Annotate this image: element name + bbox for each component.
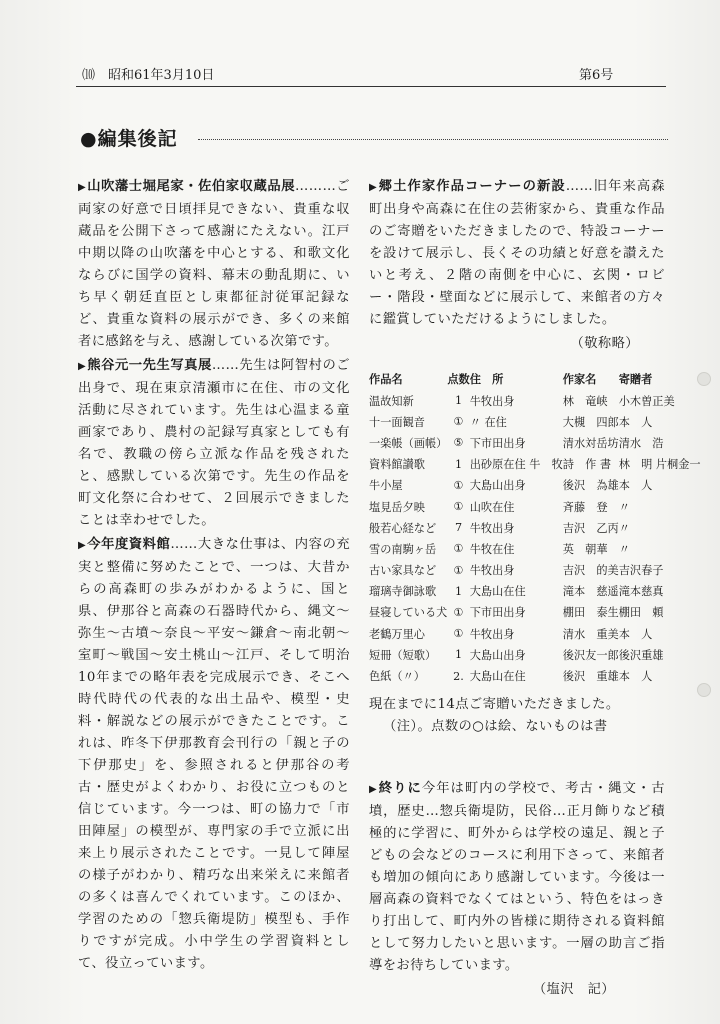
- table-cell: 老鶴万里心: [369, 627, 425, 641]
- table-cell: 棚田 泰生: [562, 606, 619, 620]
- table-cell: 〃: [618, 521, 630, 535]
- table-cell: 牛牧出身: [469, 627, 515, 641]
- table-cell: ①: [453, 542, 464, 556]
- table-cell: 十一面観音: [369, 415, 425, 429]
- table-legend: （注）。点数の○は絵、ないものは書: [383, 719, 608, 734]
- table-cell: 2.: [453, 669, 464, 683]
- table-row: [369, 454, 701, 475]
- table-cell: 瑠璃寺御詠歌: [369, 585, 437, 599]
- table-cell: 一楽帳（画帳）: [369, 436, 448, 450]
- table-cell: 滝本 慈遥: [562, 585, 619, 599]
- table-cell: ①: [453, 415, 464, 429]
- table-cell: 本 人: [618, 670, 653, 684]
- table-cell: 昼寝している犬: [369, 606, 448, 620]
- table-cell: 滝本慈真: [618, 585, 664, 599]
- table-cell: 大槻 四郎: [562, 415, 619, 429]
- issue-date: ⑽ 昭和61年3月10日: [82, 68, 215, 83]
- table-cell: 斉藤 登: [562, 500, 608, 514]
- table-body: [369, 390, 701, 687]
- title-dotted-rule: [198, 139, 668, 140]
- article-body: ……旧年来高森町出身や高森に在住の芸術家から、貴重な作品のご寄贈をいただきましたので、特設コーナーを設けて展示し、長くその功績と好意を讃えたいと考え、２階の南側を中心に、玄関・ロビー・階段・壁面などに展示して、来館者の方々に鑑賞していただけるようにしました。: [369, 179, 665, 327]
- editor-signature: （塩沢 記）: [532, 982, 615, 997]
- table-cell: 牛小屋: [369, 479, 403, 493]
- table-row: [369, 560, 701, 581]
- article-exhibition: [78, 176, 350, 353]
- table-row: [369, 602, 701, 623]
- column-header: 寄贈者: [618, 372, 653, 386]
- table-cell: 棚田 頼: [618, 606, 664, 620]
- table-notes: [369, 694, 665, 738]
- table-cell: 林 明 片桐金一: [618, 458, 701, 472]
- table-cell: 本 人: [618, 415, 653, 429]
- table-cell: 1: [454, 394, 463, 408]
- table-cell: 大島山出身: [469, 648, 526, 662]
- header-rule: [76, 86, 666, 87]
- triangle-bullet-icon: ▶: [78, 361, 87, 372]
- table-row: [369, 496, 701, 517]
- issue-number: 第6号: [579, 68, 614, 83]
- table-cell: 色紙（〃）: [369, 670, 425, 684]
- table-cell: 下市田出身: [469, 606, 526, 620]
- table-cell: 〃: [618, 542, 630, 556]
- table-row: [369, 538, 701, 559]
- article-body: ……先生は阿智村のご出身で、現在東京清瀬市に在住、市の文化活動に尽されています。先生は心温まる童画家であり、農村の記録写真家としても有名で、教職の傍ら立派な作品を残されたと、感默している次第です。先生の作品を町文化祭に合わせて、２回展示できましたことは幸わせでした。: [78, 358, 351, 528]
- table-row: [369, 517, 701, 538]
- right-column-lower: [369, 694, 665, 1011]
- column-header: 住 所: [469, 372, 504, 386]
- table-cell: 古い家具など: [369, 564, 437, 578]
- table-header-row: [369, 368, 701, 390]
- section-title: ●編集後記: [80, 128, 178, 150]
- table-cell: 詩 作 書: [562, 458, 612, 472]
- table-cell: 英 朝華: [562, 542, 608, 556]
- table-cell: 吉沢 乙丙: [562, 521, 619, 535]
- total-donations: 現在までに14点ご寄贈いただきました。: [369, 697, 620, 712]
- table-row: [369, 644, 701, 665]
- table-cell: 本 人: [618, 627, 653, 641]
- triangle-bullet-icon: ▶: [369, 784, 378, 795]
- table-cell: ①: [453, 627, 464, 641]
- table-cell: 清水対岳坊: [562, 436, 619, 450]
- article-heading: 熊谷元一先生写真展: [87, 358, 212, 373]
- table-cell: 後沢 為雄: [562, 479, 619, 493]
- binder-hole: [697, 372, 711, 386]
- triangle-bullet-icon: ▶: [78, 540, 87, 551]
- article-local-artists: [369, 176, 665, 331]
- article-heading: 今年度資料館: [87, 537, 171, 552]
- table-cell: 〃: [618, 500, 630, 514]
- table-cell: 牛牧出身: [469, 564, 515, 578]
- table-cell: 大島山出身: [469, 479, 526, 493]
- table-row: [369, 390, 701, 411]
- article-body: 今年は町内の学校で、考古・縄文・古墳，歴史…惣兵衛堤防，民俗…正月飾りなど積極的に学習に、町外からは学校の遠足、親と子どもの会などのコースに利用下さって、来館者も増加の傾向にあり感謝しています。今後は一層高森の資料でなくてはという、特色をはっきり打出して、町内外の皆様に期待される資料館として努力したいと思います。一層の助言ご指導をお待ちしています。: [369, 781, 665, 973]
- table-cell: ⑤: [453, 436, 464, 450]
- right-column: [369, 176, 665, 365]
- table-cell: 牛牧出身: [469, 521, 515, 535]
- triangle-bullet-icon: ▶: [78, 182, 87, 193]
- article-heading: 終りに: [378, 781, 422, 796]
- table-cell: 吉沢春子: [618, 564, 664, 578]
- table-cell: 後沢友一郎: [562, 648, 619, 662]
- table-cell: 〃 在住: [469, 415, 507, 429]
- table-cell: 温故知新: [369, 394, 414, 408]
- binder-hole: [697, 683, 711, 697]
- table-cell: ①: [453, 563, 464, 577]
- table-cell: 短冊（短歌）: [369, 648, 437, 662]
- donated-works-table: [369, 368, 701, 687]
- triangle-bullet-icon: ▶: [369, 182, 378, 193]
- table-cell: 小木曽正美: [618, 394, 675, 408]
- table-cell: 1: [454, 457, 463, 471]
- table-row: [369, 581, 701, 602]
- table-row: [369, 475, 701, 496]
- table-cell: 7: [454, 521, 463, 535]
- table-cell: 本 人: [618, 479, 653, 493]
- table-cell: 山吹在住: [469, 500, 515, 514]
- table-cell: ①: [453, 605, 464, 619]
- table-cell: 大島山在住: [469, 670, 526, 684]
- table-cell: 雪の南駒ヶ岳: [369, 542, 437, 556]
- table-cell: 後沢 重雄: [562, 670, 619, 684]
- table-cell: 吉沢 的美: [562, 564, 619, 578]
- article-closing: [369, 778, 665, 977]
- table-cell: 資料館讃歌: [369, 458, 425, 472]
- column-header: 点数: [447, 372, 470, 386]
- table-row: [369, 665, 701, 686]
- table-cell: 牛牧出身: [469, 394, 515, 408]
- table-cell: 清水 重美: [562, 627, 619, 641]
- table-row: [369, 623, 701, 644]
- article-body: ………ご両家の好意で日頃拝見できない、貴重な収蔵品を公開下さって感謝にたえない。江戸中期以降の山吹藩を中心とする、和歌文化ならびに国学の資料、幕末の動乱期に、いち早く朝廷直臣とし東都征討従軍記録など、貴重な資料の展示ができ、多くの来館者に感銘を与え、感謝している次第です。: [78, 179, 350, 349]
- table-cell: ①: [453, 500, 464, 514]
- article-museum-year: [78, 534, 350, 975]
- table-cell: 塩見岳夕映: [369, 500, 425, 514]
- table-cell: 般若心経など: [369, 521, 437, 535]
- table-cell: 林 竜峡: [562, 394, 608, 408]
- article-heading: 郷土作家作品コーナーの新設: [378, 179, 566, 194]
- table-cell: 清水 浩: [618, 436, 664, 450]
- table-cell: 出砂原在住 牛 牧: [469, 458, 563, 472]
- article-body: ……大きな仕事は、内容の充実と整備に努めたことで、一つは、大昔からの高森町の歩みがわかるように、国と県、伊那谷と高森の石器時代から、縄文〜弥生〜古墳〜奈良〜平安〜鎌倉〜南北朝〜室町〜戦国〜安土桃山〜江戸、そして明治10年までの略年表を完成展示でき、そこへ時代時代の代表的な出土品や、模型・史料・解説などの展示ができたことです。これは、昨冬下伊那教育会刊行の「親と子の下伊那史」を、参照されると伊那谷の考古・歴史がよくわかり、お役に立つものと信じています。今一つは、町の協力で「市田陣屋」の模型が、専門家の手で立派に出来上り展示されたことです。一見して陣屋の様子がわかり、精巧な出来栄えに来館者の多くは喜んでくれています。このほか、学習のための「惣兵衛堤防」模型も、手作りですが完成。小中学生の学習資料として、役立っています。: [78, 537, 351, 971]
- table-row: [369, 411, 701, 432]
- table-cell: 大島山在住: [469, 585, 526, 599]
- column-header: 作品名: [369, 372, 403, 386]
- article-photo-exhibition: [78, 355, 350, 532]
- table-cell: 後沢重雄: [618, 648, 664, 662]
- table-cell: ①: [453, 478, 464, 492]
- table-cell: 1: [454, 648, 463, 662]
- table-cell: 牛牧在住: [469, 542, 515, 556]
- table-cell: 下市田出身: [469, 436, 526, 450]
- article-heading: 山吹藩士堀尾家・佐伯家収蔵品展: [87, 179, 296, 194]
- table-cell: 1: [454, 584, 463, 598]
- honorific-note: （敬称略）: [570, 336, 639, 351]
- table-row: [369, 432, 701, 453]
- column-header: 作家名: [562, 372, 597, 386]
- left-column: [78, 176, 350, 977]
